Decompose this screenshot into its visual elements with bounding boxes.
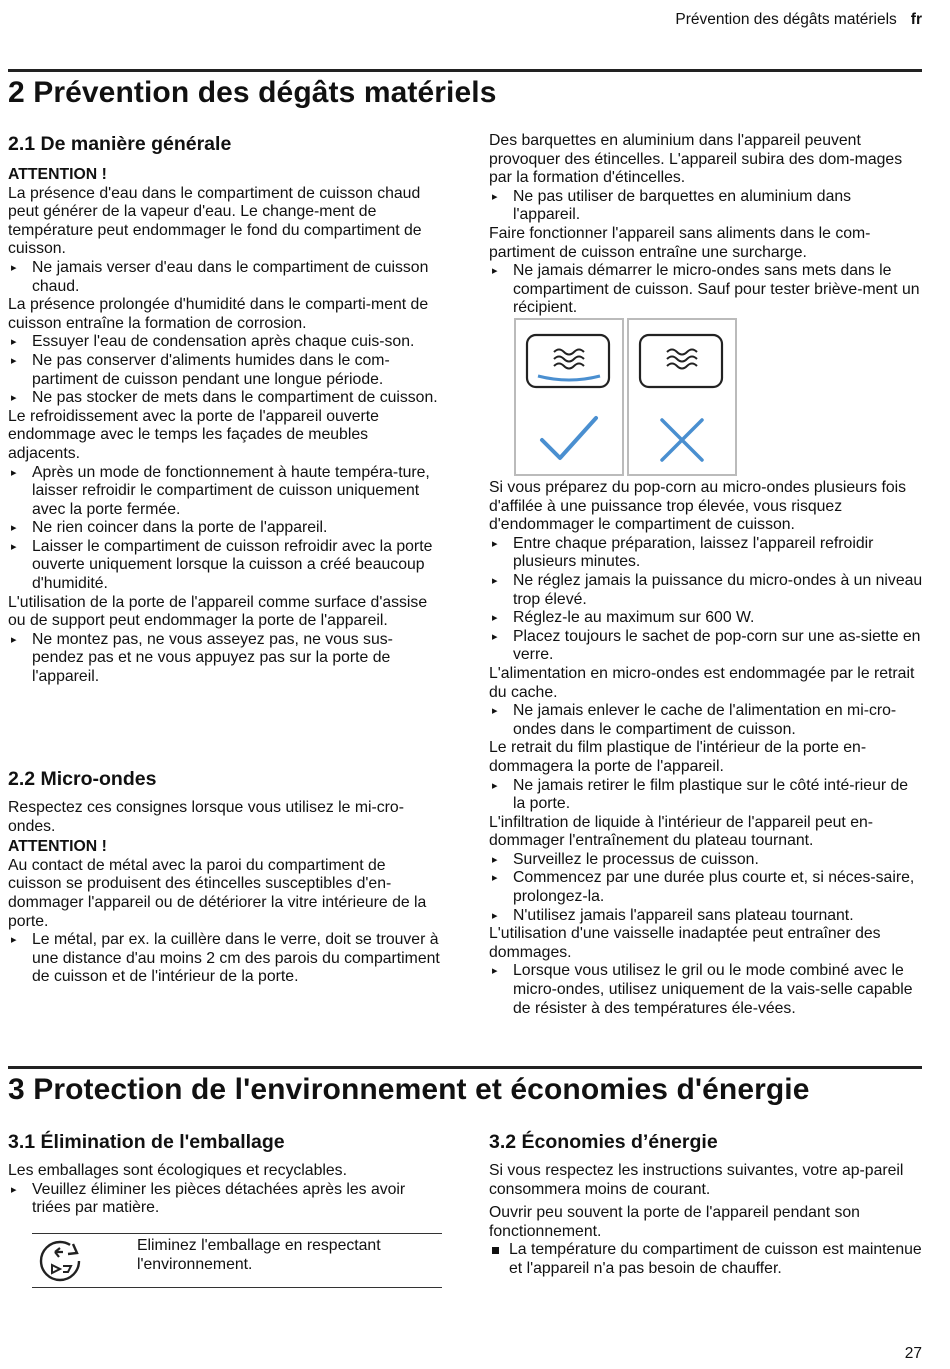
paragraph: L'utilisation d'une vaisselle inadaptée peut entraîner des dommages.	[489, 925, 881, 961]
bullet-item: ▸ Entre chaque préparation, laissez l'appareil refroidir plusieurs minutes.	[489, 535, 923, 572]
bullet-item: ▸ Laisser le compartiment de cuisson refroidir avec la porte ouverte uniquement lorsque la cuisson a créé beaucoup d'humidité.	[8, 538, 440, 594]
paragraph: Respectez ces consignes lorsque vous utilisez le mi-cro-ondes.	[8, 799, 404, 835]
paragraph: L'utilisation de la porte de l'appareil comme surface d'assise ou de support peut endommager la porte de l'appareil.	[8, 593, 428, 630]
paragraph: Si vous préparez du pop-corn au micro-ondes plusieurs fois d'affilée à une puissance trop élevée, vous risquez d'endommager le compartiment de cuisson.	[489, 479, 907, 534]
language-code: fr	[910, 11, 922, 28]
paragraph: L'alimentation en micro-ondes est endommagée par le retrait du cache.	[489, 664, 915, 701]
bullet-item: ▸ Le métal, par ex. la cuillère dans le verre, doit se trouver à une distance d'au moins 2 cm des parois du compartiment de cuisson et de l'intérieur de la porte.	[8, 931, 440, 987]
bullet-item: ▸ Ne jamais démarrer le micro-ondes sans mets dans le compartiment de cuisson. Sauf pour tester briève-ment un récipient.	[489, 262, 921, 318]
page-number: 27	[904, 1345, 922, 1362]
paragraph: L'infiltration de liquide à l'intérieur de l'appareil peut en-dommager l'entraînement du plateau tournant.	[489, 813, 874, 850]
microwave-right-bottom	[489, 479, 923, 1018]
bullet-item: ▸ Ne pas conserver d'aliments humides dans le com-partiment de cuisson pendant une longue période.	[8, 352, 440, 389]
bullet-item: ▸ Après un mode de fonctionnement à haute tempéra-ture, laisser refroidir le compartiment de cuisson uniquement avec la porte fermée.	[8, 464, 440, 520]
paragraph: Le retrait du film plastique de l'intérieur de la porte en-dommagera la porte de l'appareil.	[489, 739, 867, 775]
paragraph: Faire fonctionner l'appareil sans aliments dans le com-partiment de cuisson entraîne une surcharge.	[489, 224, 871, 261]
paragraph: Des barquettes en aluminium dans l'appareil peuvent provoquer des étincelles. L'appareil subira des dom-mages par la formation d'étincelles.	[489, 132, 903, 187]
bullet-item: La température du compartiment de cuisson est maintenue et l'appareil n'a pas besoin de chauffer.	[489, 1241, 923, 1278]
header-title: Prévention des dégâts matériels	[675, 11, 897, 28]
chapter-2-rule	[8, 69, 922, 72]
bullet-item: ▸ Réglez-le au maximum sur 600 W.	[489, 609, 923, 628]
bullet-item: ▸ Ne pas utiliser de barquettes en aluminium dans l'appareil.	[489, 188, 921, 225]
cross-icon	[658, 416, 706, 464]
chapter-2-title: 2 Prévention des dégâts matériels	[8, 76, 497, 109]
paragraph: Le refroidissement avec la porte de l'appareil ouverte endommage avec le temps les façades de meubles adjacents.	[8, 407, 379, 462]
check-icon	[538, 412, 600, 462]
bullet-item: ▸ Essuyer l'eau de condensation après chaque cuis-son.	[8, 333, 440, 352]
bullet-item: ▸ Ne jamais enlever le cache de l'alimentation en mi-cro-ondes dans le compartiment de cuisson.	[489, 702, 923, 739]
attention-label: ATTENTION !	[8, 838, 107, 856]
microwave-right-top	[489, 132, 921, 318]
illustration-incorrect	[627, 318, 737, 476]
section-2-1-body	[8, 166, 440, 687]
bullet-item: ▸ N'utilisez jamais l'appareil sans plateau tournant.	[489, 907, 923, 926]
paragraph: Au contact de métal avec la paroi du compartiment de cuisson se produisent des étincelles susceptibles d'en-dommager l'appareil ou de détériorer la vitre intérieure de la porte.	[8, 856, 427, 930]
section-2-2-body	[8, 799, 440, 987]
bullet-item: ▸ Ne montez pas, ne vous asseyez pas, ne vous sus-pendez pas et ne vous appuyez pas sur la porte de l'appareil.	[8, 631, 440, 687]
paragraph: La présence prolongée d'humidité dans le comparti-ment de cuisson entraîne la formation de corrosion.	[8, 296, 429, 332]
bullet-item: ▸ Ne pas stocker de mets dans le compartiment de cuisson.	[8, 389, 440, 408]
section-3-1-title: 3.1 Élimination de l'emballage	[8, 1131, 285, 1153]
running-header	[675, 11, 922, 29]
bullet-item: ▸ Placez toujours le sachet de pop-corn sur une as-siette en verre.	[489, 628, 923, 665]
paragraph: Ouvrir peu souvent la porte de l'appareil pendant son fonctionnement.	[489, 1204, 860, 1240]
bullet-item: ▸ Ne réglez jamais la puissance du micro-ondes à un niveau trop élevé.	[489, 572, 923, 609]
bullet-item: ▸ Lorsque vous utilisez le gril ou le mode combiné avec le micro-ondes, utilisez uniquement de la vais-selle capable de résister à des températures éle-vées.	[489, 962, 923, 1018]
chapter-3-title: 3 Protection de l'environnement et économies d'énergie	[8, 1073, 810, 1106]
section-3-2-body	[489, 1162, 923, 1279]
illustration-correct	[514, 318, 624, 476]
section-2-1-title: 2.1 De manière générale	[8, 133, 232, 155]
section-3-2-title: 3.2 Économies d’énergie	[489, 1131, 718, 1153]
recycling-note	[32, 1233, 442, 1288]
bullet-item: ▸ Ne jamais verser d'eau dans le compartiment de cuisson chaud.	[8, 259, 440, 296]
paragraph: La présence d'eau dans le compartiment de cuisson chaud peut générer de la vapeur d'eau. Le change-ment de température peut endommager le fond du compartiment de cuisson.	[8, 184, 422, 258]
attention-label: ATTENTION !	[8, 166, 107, 183]
bullet-item: ▸ Ne jamais retirer le film plastique sur le côté inté-rieur de la porte.	[489, 777, 923, 814]
paragraph: Si vous respectez les instructions suivantes, votre ap-pareil consommera moins de courant.	[489, 1162, 904, 1198]
paragraph: Les emballages sont écologiques et recyclables.	[8, 1162, 347, 1179]
bullet-item: ▸ Surveillez le processus de cuisson.	[489, 851, 923, 870]
recycling-text: Eliminez l'emballage en respectant l'environnement.	[137, 1237, 381, 1273]
chapter-3-rule	[8, 1066, 922, 1069]
recycle-icon	[36, 1238, 84, 1284]
bullet-item: ▸ Ne rien coincer dans la porte de l'appareil.	[8, 519, 440, 538]
section-3-1-body	[8, 1162, 440, 1218]
bullet-item: ▸ Commencez par une durée plus courte et, si néces-saire, prolongez-la.	[489, 869, 923, 906]
bullet-item: ▸ Veuillez éliminer les pièces détachées après les avoir triées par matière.	[8, 1181, 440, 1218]
section-2-2-title: 2.2 Micro-ondes	[8, 768, 157, 790]
